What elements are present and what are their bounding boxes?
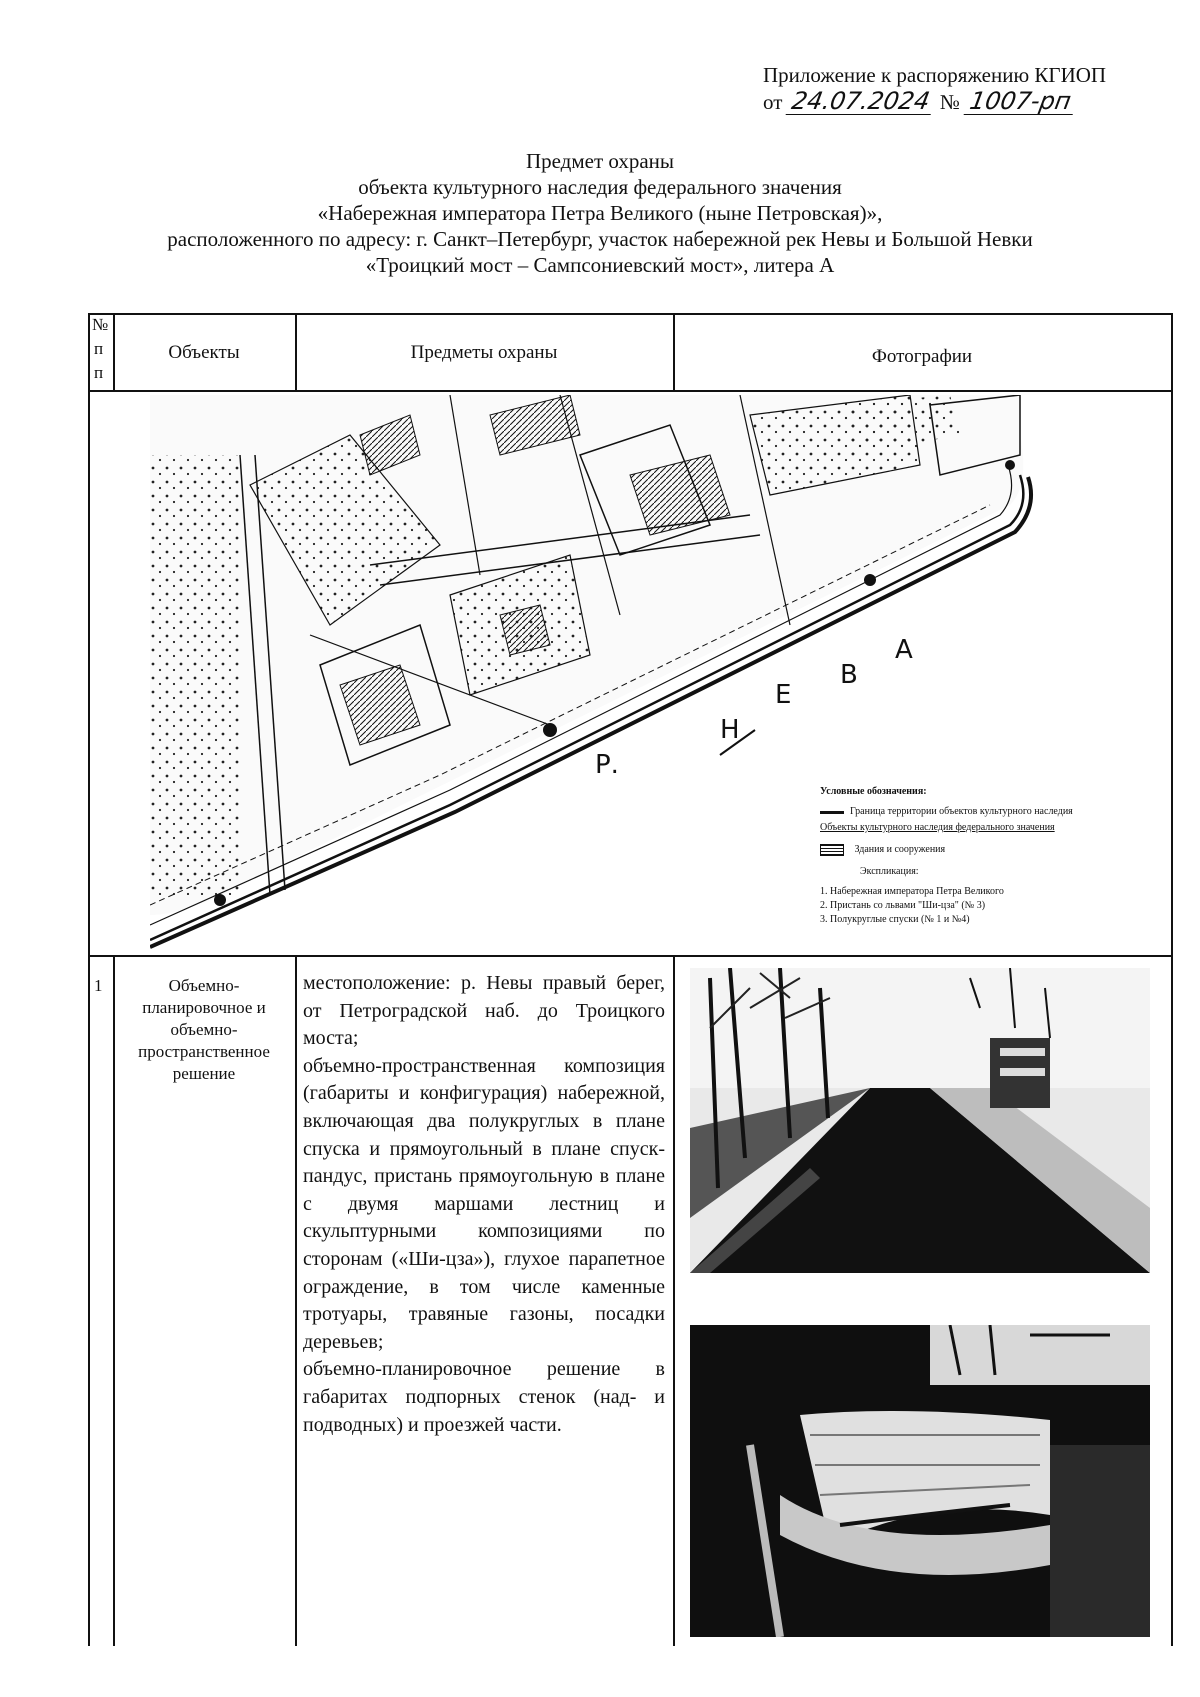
annex-no-label: № <box>939 90 960 114</box>
river-letter-n: Н <box>720 715 740 745</box>
table-left-border <box>88 313 90 1646</box>
legend-item-1: 1. Набережная императора Петра Великого <box>820 886 1004 897</box>
river-letter-e: Е <box>775 680 792 710</box>
river-letter-r: Р. <box>595 750 619 780</box>
table-right-border <box>1171 313 1173 1646</box>
row1-number: 1 <box>94 976 103 995</box>
col-no-header-3: п <box>94 363 104 382</box>
legend-item-2: 2. Пристань со львами "Ши-цза" (№ 3) <box>820 900 986 911</box>
col-subjects-header: Предметы охраны <box>410 342 558 363</box>
annex-line2 <box>763 88 1143 115</box>
row1-object: Объемно-планировочное и объемно-пространственное решение <box>138 976 270 1083</box>
row1-subject-composition: объемно-пространственная композиция (габариты и конфигурация) набережной, включающая два полукруглых в плане спуска и прямоугольный в плане спуск-пандус, пристань прямоугольную в плане с двумя маршами лестниц и скульптурными композициями по сторонам («Ши-цза»), глухое парапетное ограждение, в том числе каменные тротуары, травяные газоны, посадки деревьев; <box>303 1054 665 1353</box>
river-letter-v: В <box>840 660 858 690</box>
col-subjects-divider-row1 <box>673 955 675 1646</box>
annex-line1: Приложение к распоряжению КГИОП <box>763 63 1107 87</box>
col-objects-header: Объекты <box>168 342 240 363</box>
title-line4: расположенного по адресу: г. Санкт–Петербург, участок набережной рек Невы и Большой Невки <box>167 227 1033 251</box>
river-letter-a: А <box>895 635 913 665</box>
map-legend <box>820 785 1120 927</box>
annex-from-label: от <box>763 90 783 114</box>
map-row-bottom-border <box>88 955 1173 957</box>
title-line2: объекта культурного наследия федерального значения <box>358 175 842 199</box>
col-no-divider-row1 <box>113 955 115 1646</box>
title-line3: «Набережная императора Петра Великого (ныне Петровская)», <box>317 201 883 225</box>
row1-subject-planning: объемно-планировочное решение в габаритах подпорных стенок (над- и подводных) и проезжей части. <box>303 1358 665 1436</box>
legend-link: Объекты культурного наследия федерального значения <box>820 822 1055 833</box>
legend-border-swatch <box>820 811 844 814</box>
col-objects-divider-row1 <box>295 955 297 1646</box>
table-top-border <box>88 313 1173 315</box>
legend-title: Условные обозначения: <box>820 786 927 797</box>
row1-subject-location: местоположение: р. Невы правый берег, от Петроградской наб. до Троицкого моста; <box>303 972 665 1050</box>
annex-date: 24.07.2024 <box>786 88 936 115</box>
photo-embankment-view <box>690 968 1150 1273</box>
title-line1: Предмет охраны <box>525 149 675 173</box>
legend-border: Граница территории объектов культурного наследия <box>820 805 1120 819</box>
col-no-header-2: п <box>94 339 104 358</box>
col-photos-header: Фотографии <box>871 346 973 367</box>
row1-subjects <box>303 970 665 1439</box>
title-line5: «Троицкий мост – Сампсониевский мост», литера А <box>365 253 835 277</box>
annex-number: 1007-рп <box>963 88 1076 115</box>
document-title <box>60 148 1140 278</box>
col-no-header-1: № <box>92 315 109 334</box>
legend-item-3: 3. Полукруглые спуски (№ 1 и №4) <box>820 914 970 925</box>
photo-semicircular-descent <box>690 1325 1150 1637</box>
legend-buildings-swatch <box>820 844 844 856</box>
header-bottom-border <box>88 390 1173 392</box>
legend-buildings: Здания и сооружения <box>820 843 1120 857</box>
annex-header <box>763 62 1143 115</box>
legend-expl-title: Экспликация: <box>860 866 919 877</box>
